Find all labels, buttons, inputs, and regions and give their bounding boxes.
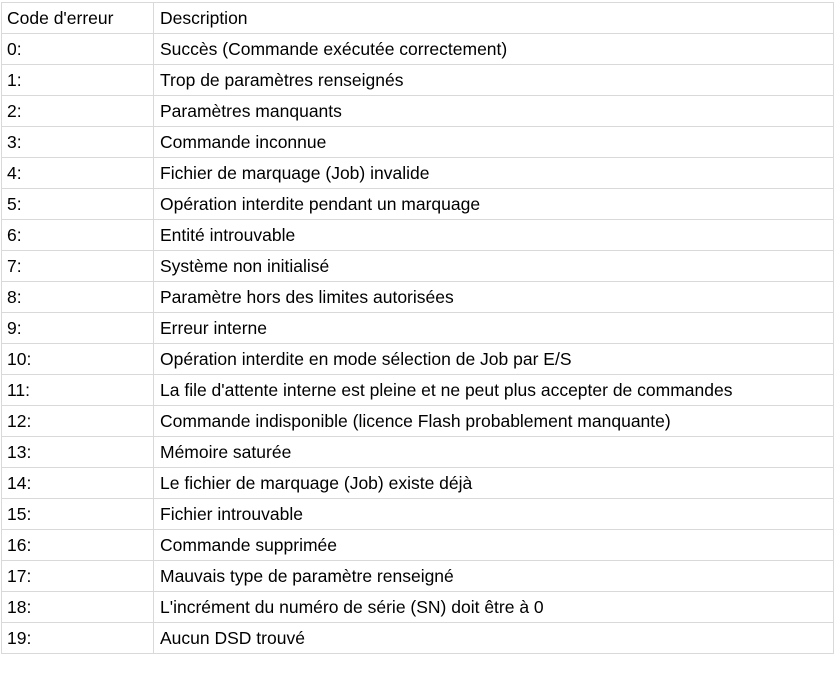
description-cell: La file d'attente interne est pleine et ne peut plus accepter de commandes xyxy=(154,375,834,406)
description-cell: Fichier de marquage (Job) invalide xyxy=(154,158,834,189)
table-row xyxy=(2,623,834,654)
error-code-cell: 17: xyxy=(2,561,154,592)
error-code-cell: 7: xyxy=(2,251,154,282)
description-cell: Mémoire saturée xyxy=(154,437,834,468)
table-row xyxy=(2,375,834,406)
table-row xyxy=(2,313,834,344)
description-cell: L'incrément du numéro de série (SN) doit être à 0 xyxy=(154,592,834,623)
description-cell: Le fichier de marquage (Job) existe déjà xyxy=(154,468,834,499)
table-row xyxy=(2,344,834,375)
table-row xyxy=(2,251,834,282)
table-row xyxy=(2,127,834,158)
error-code-cell: 14: xyxy=(2,468,154,499)
table-row xyxy=(2,437,834,468)
error-code-cell: 9: xyxy=(2,313,154,344)
error-code-cell: 12: xyxy=(2,406,154,437)
table-row xyxy=(2,34,834,65)
error-code-cell: 3: xyxy=(2,127,154,158)
error-code-cell: 2: xyxy=(2,96,154,127)
description-cell: Fichier introuvable xyxy=(154,499,834,530)
description-cell: Commande indisponible (licence Flash probablement manquante) xyxy=(154,406,834,437)
description-cell: Entité introuvable xyxy=(154,220,834,251)
description-cell: Commande inconnue xyxy=(154,127,834,158)
error-code-cell: 8: xyxy=(2,282,154,313)
error-code-cell: 16: xyxy=(2,530,154,561)
table-row xyxy=(2,65,834,96)
description-cell: Opération interdite pendant un marquage xyxy=(154,189,834,220)
description-cell: Succès (Commande exécutée correctement) xyxy=(154,34,834,65)
table-row xyxy=(2,530,834,561)
error-code-cell: 4: xyxy=(2,158,154,189)
description-cell: Mauvais type de paramètre renseigné xyxy=(154,561,834,592)
description-cell: Commande supprimée xyxy=(154,530,834,561)
error-code-cell: 15: xyxy=(2,499,154,530)
description-cell: Paramètre hors des limites autorisées xyxy=(154,282,834,313)
table-row xyxy=(2,282,834,313)
error-code-cell: 13: xyxy=(2,437,154,468)
description-cell: Erreur interne xyxy=(154,313,834,344)
table-row xyxy=(2,189,834,220)
description-cell: Trop de paramètres renseignés xyxy=(154,65,834,96)
table-row xyxy=(2,499,834,530)
error-code-cell: 0: xyxy=(2,34,154,65)
description-cell: Système non initialisé xyxy=(154,251,834,282)
error-code-cell: 10: xyxy=(2,344,154,375)
error-code-table xyxy=(1,2,834,654)
header-code: Code d'erreur xyxy=(2,3,154,34)
table-row xyxy=(2,468,834,499)
table-row xyxy=(2,220,834,251)
table-row xyxy=(2,592,834,623)
table-row xyxy=(2,406,834,437)
error-code-cell: 1: xyxy=(2,65,154,96)
error-code-cell: 18: xyxy=(2,592,154,623)
description-cell: Aucun DSD trouvé xyxy=(154,623,834,654)
error-code-cell: 19: xyxy=(2,623,154,654)
description-cell: Opération interdite en mode sélection de Job par E/S xyxy=(154,344,834,375)
error-code-cell: 5: xyxy=(2,189,154,220)
table-header-row xyxy=(2,3,834,34)
error-code-cell: 11: xyxy=(2,375,154,406)
error-code-cell: 6: xyxy=(2,220,154,251)
header-description: Description xyxy=(154,3,834,34)
table-row xyxy=(2,96,834,127)
description-cell: Paramètres manquants xyxy=(154,96,834,127)
table-row xyxy=(2,561,834,592)
table-row xyxy=(2,158,834,189)
